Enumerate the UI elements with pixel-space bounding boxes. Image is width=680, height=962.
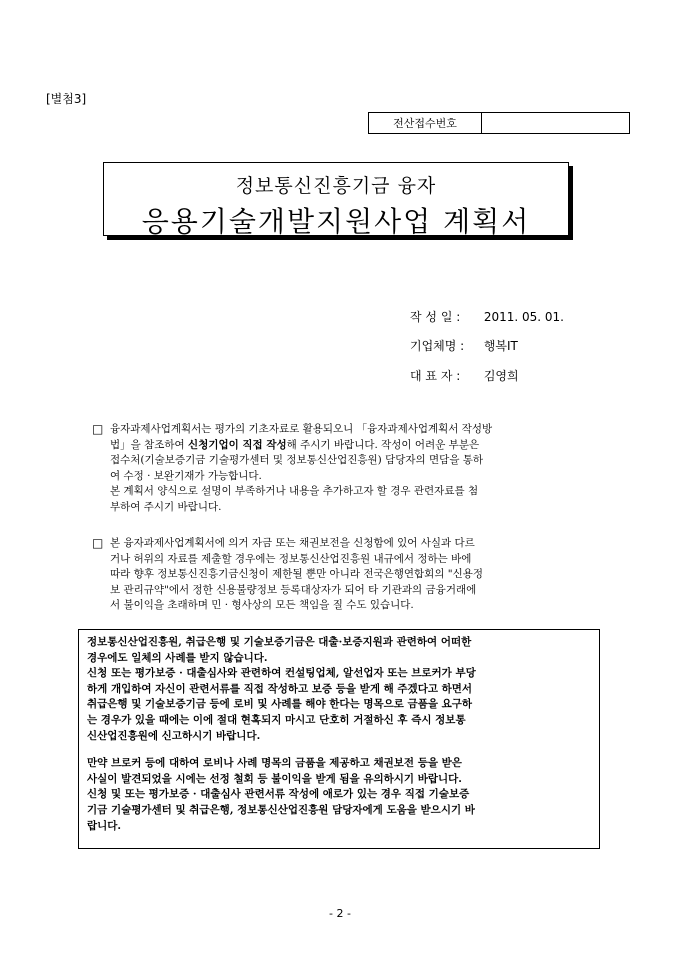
meta-date (410, 308, 564, 325)
warning-line: 경우에도 일체의 사례를 받지 않습니다. (87, 651, 268, 664)
notice-line: 본 융자과제사업계획서에 의거 자금 또는 채권보전을 신청함에 있어 사실과 다르 (110, 537, 475, 549)
warning-line: 하게 개입하여 자신이 관련서류를 직접 작성하고 보증 등을 받게 해 주겠다고 하면서 (87, 682, 473, 695)
meta-ceo (410, 367, 519, 384)
warning-box (78, 629, 600, 849)
notice-false-submission (92, 536, 592, 614)
notice-line: 본 계획서 양식으로 설명이 부족하거나 내용을 추가하고자 할 경우 관련자료를 첨 (110, 485, 479, 497)
notice-line: 서 불이익을 초래하며 민 · 형사상의 모든 책임을 질 수도 있습니다. (110, 599, 414, 611)
warning-line: 취급은행 및 기술보증기금 등에 로비 및 사례를 해야 한다는 명목으로 금품을 요구하 (87, 698, 473, 711)
notice-line: 거나 허위의 자료를 제출할 경우에는 정보통신산업진흥원 내규에서 정하는 바에 (110, 552, 472, 565)
notice-line: 따라 향후 정보통신진흥기금신청이 제한될 뿐만 아니라 전국은행연합회의 "신용정 (110, 568, 484, 580)
notice-line: 법」을 참조하여 신청기업이 직접 작성해 주시기 바랍니다. 작성이 어려운 부분은 (110, 438, 480, 451)
attachment-label: [별첨3] (46, 92, 87, 106)
warning-line: 신청 및 또는 평가보증 · 대출심사 관련서류 작성에 애로가 있는 경우 직접 기술보증 (87, 788, 470, 801)
warning-line: 정보통신산업진흥원, 취급은행 및 기술보증기금은 대출·보증지원과 관련하여 어떠한 (87, 636, 472, 648)
checkbox-icon: □ (92, 536, 104, 550)
title-box (103, 162, 569, 236)
checkbox-icon: □ (92, 422, 104, 436)
warning-line: 랍니다. (87, 819, 122, 832)
date-value: 2011. 05. 01. (483, 310, 564, 324)
ceo-value: 김영희 (483, 369, 519, 383)
title-line-2: 응용기술개발지원사업 계획서 (141, 205, 531, 238)
notice-line: 융자과제사업계획서는 평가의 기초자료로 활용되오니 「융자과제사업계획서 작성방 (110, 423, 493, 435)
company-label: 기업체명 : (410, 339, 465, 353)
registration-number-label: 전산접수번호 (369, 113, 482, 133)
warning-line: 신청 또는 평가보증 · 대출심사와 관련하여 컨설팅업체, 알선업자 또는 브로커가 부당 (87, 667, 476, 680)
page-number: - 2 - (329, 907, 351, 920)
ceo-label: 대 표 자 : (410, 369, 461, 383)
notice-line: 여 수정 · 보완기재가 가능합니다. (110, 469, 262, 482)
warning-line: 신산업진흥원에 신고하시기 바랍니다. (87, 729, 261, 742)
meta-company (410, 337, 518, 354)
registration-number-box (368, 112, 630, 134)
warning-line: 기금 기술평가센터 및 취급은행, 정보통신산업진흥원 담당자에게 도움을 받으시기 바 (87, 803, 475, 816)
date-label: 작 성 일 : (410, 310, 461, 324)
warning-line: 는 경우가 있을 때에는 이에 절대 현혹되지 마시고 단호히 거절하신 후 즉시 정보통 (87, 713, 466, 726)
title-line-1: 정보통신진흥기금 융자 (235, 175, 437, 197)
notice-line: 보 관리규약"에서 정한 신용불량정보 등록대상자가 되어 타 기관과의 금융거래에 (110, 583, 477, 596)
emphasis-text: 신청기업이 직접 작성 (188, 438, 287, 451)
notice-line: 접수처(기술보증기금 기술평가센터 및 정보통신산업진흥원) 담당자의 면담을 통하 (110, 454, 484, 466)
notice-line: 부하여 주시기 바랍니다. (110, 500, 222, 513)
notice-writing-guide (92, 422, 592, 515)
company-value: 행복IT (483, 339, 518, 353)
warning-line: 사실이 발견되었을 시에는 선정 철회 등 불이익을 받게 됨을 유의하시기 바랍니다. (87, 772, 462, 785)
warning-line: 만약 브로커 등에 대하여 로비나 사례 명목의 금품을 제공하고 채권보전 등을 받은 (87, 757, 462, 770)
registration-number-field[interactable] (482, 113, 629, 133)
